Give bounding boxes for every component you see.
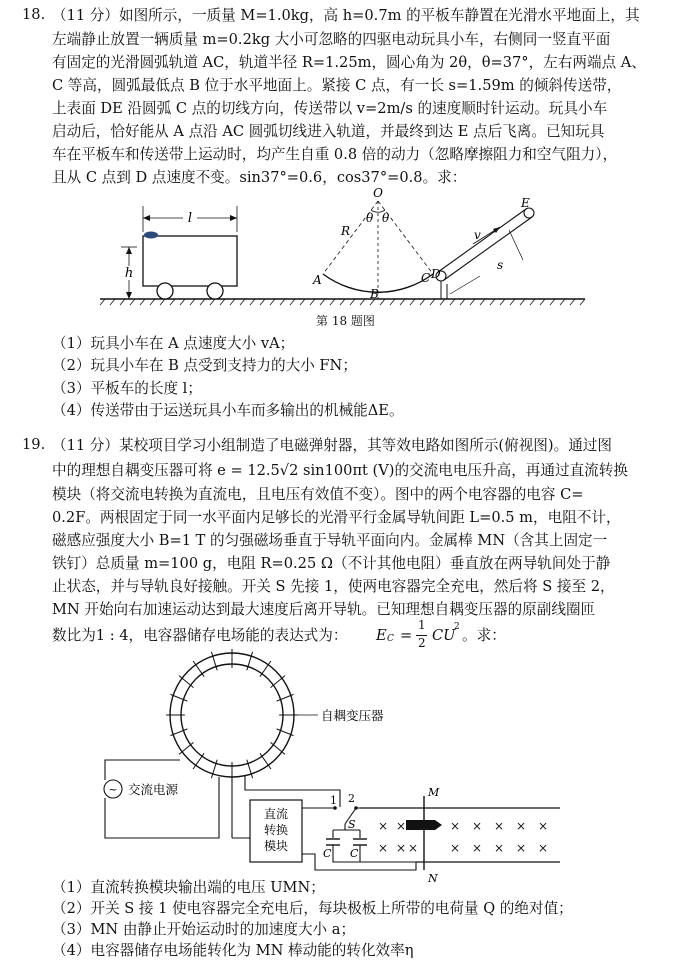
svg-text:×: × xyxy=(516,819,527,833)
q19-line-1: （11 分）某校项目学习小组制造了电磁弹射器，其等效电路如图所示(俯视图)。通过图 xyxy=(52,437,612,454)
figure-18-caption: 第 18 题图 xyxy=(316,314,375,328)
svg-text:×: × xyxy=(396,819,407,833)
svg-text:×: × xyxy=(378,841,389,855)
q18-line-4: C 等高，圆弧最低点 B 位于水平地面上。紧接 C 点，有一长 s=1.59m 的倾斜传送带， xyxy=(52,77,622,94)
label-h: h xyxy=(124,266,134,281)
q18-line-3: 有固定的光滑圆弧轨道 AC，轨道半径 R=1.25m，圆心角为 2θ，θ=37°，左右两端点 A、 xyxy=(52,54,646,71)
svg-text:S: S xyxy=(348,818,356,831)
label-ac-source: 交流电源 xyxy=(128,782,179,797)
svg-text:×: × xyxy=(408,841,419,855)
toroid-transformer xyxy=(166,649,298,781)
formula-num: 1 xyxy=(418,618,426,632)
label-l: l xyxy=(187,211,193,226)
q18-line-2: 左端静止放置一辆质量 m=0.2kg 大小可忽略的四驱电动玩具小车，右侧同一竖直平面 xyxy=(52,31,611,48)
label-theta-right: θ xyxy=(382,211,390,225)
q18-sub-4: （4）传送带由于运送玩具小车而多输出的机械能ΔE。 xyxy=(52,402,404,419)
svg-text:~: ~ xyxy=(108,783,118,796)
label-A: A xyxy=(313,273,322,287)
svg-text:×: × xyxy=(538,819,549,833)
q18-sub-1: （1）玩具小车在 A 点速度大小 vA； xyxy=(52,335,295,352)
flatbed-cart xyxy=(143,236,237,286)
q19-sub-4: （4）电容器储存电场能转化为 MN 棒动能的转化效率η xyxy=(52,942,414,959)
svg-text:M: M xyxy=(428,786,440,799)
q19-line-8: MN 开始向右加速运动达到最大速度后离开导轨。已知理想自耦变压器的原副线圈匝 xyxy=(52,601,596,618)
svg-text:2: 2 xyxy=(348,792,355,805)
svg-text:×: × xyxy=(538,841,549,855)
label-D: D xyxy=(431,267,441,281)
question-18-number: 18. xyxy=(22,6,46,23)
label-B: B xyxy=(370,287,379,301)
cart-wheel-left xyxy=(157,283,173,299)
q19-line-3: 模块（将交流电转换为直流电，且电压有效值不变）。图中的两个电容器的电容 C= xyxy=(52,486,584,503)
q18-line-5: 上表面 DE 沿圆弧 C 点的切线方向，传送带以 v=2m/s 的速度顺时针运动。玩具小车 xyxy=(52,100,608,117)
q19-line-10: 。求： xyxy=(462,627,506,644)
q19-sub-1: （1）直流转换模块输出端的电压 UMN； xyxy=(52,879,325,896)
q18-line-1: （11 分）如图所示，一质量 M=1.0kg，高 h=0.7m 的平板车静置在光滑水平地面上，其 xyxy=(52,7,640,24)
svg-text:转换: 转换 xyxy=(263,823,289,837)
svg-text:×: × xyxy=(472,841,483,855)
label-E: E xyxy=(521,196,530,210)
svg-text:×: × xyxy=(378,819,389,833)
formula-eq: = xyxy=(400,627,413,644)
formula-rhs: CU xyxy=(432,627,456,644)
svg-text:×: × xyxy=(494,841,505,855)
q19-line-4: 0.2F。两根固定于同一水平面内足够长的光滑平行金属导轨间距 L=0.5 m，电阻不计， xyxy=(52,509,621,526)
svg-text:N: N xyxy=(428,872,438,885)
q18-sub-3: （3）平板车的长度 l； xyxy=(52,380,202,397)
svg-text:C: C xyxy=(350,847,359,860)
q19-sub-3: （3）MN 由静止开始运动时的加速度大小 a； xyxy=(52,921,356,938)
svg-text:×: × xyxy=(494,819,505,833)
svg-text:×: × xyxy=(516,841,527,855)
conveyor-belt xyxy=(436,208,534,299)
label-transformer: 自耦变压器 xyxy=(321,708,384,723)
label-theta-left: θ xyxy=(366,211,374,225)
label-R: R xyxy=(341,224,351,238)
iron-nail xyxy=(406,820,442,830)
formula-lhs: E xyxy=(376,627,387,644)
question-19-number: 19. xyxy=(22,436,46,453)
q19-line-7: 止状态，并与导轨良好接触。开关 S 先接 1，使两电容器完全充电，然后将 S 接至 2， xyxy=(52,578,615,595)
svg-text:C: C xyxy=(323,847,332,860)
figure-18 xyxy=(95,188,600,328)
q19-line-5: 磁感应强度大小 B=1 T 的匀强磁场垂直于导轨平面向内。金属棒 MN（含其上固定一 xyxy=(52,532,608,549)
q18-line-7: 车在平板车和传送带上运动时，均产生自重 0.8 倍的动力（忽略摩擦阻力和空气阻力）， xyxy=(52,146,618,163)
q19-sub-2: （2）开关 S 接 1 使电容器完全充电后，每块极板上所带的电荷量 Q 的绝对值； xyxy=(52,900,573,917)
formula-sup: 2 xyxy=(454,622,460,632)
formula-sub: C xyxy=(387,634,394,644)
q18-line-8: 且从 C 点到 D 点速度不变。sin37°=0.6，cos37°=0.8。求： xyxy=(52,169,467,186)
toy-car xyxy=(144,232,158,239)
q18-line-6: 启动后，恰好能从 A 点沿 AC 圆弧切线进入轨道，并最终到达 E 点后飞离。已知玩具 xyxy=(52,123,605,140)
svg-text:×: × xyxy=(472,819,483,833)
q19-line-9: 数比为1 : 4，电容器储存电场能的表达式为： xyxy=(52,627,348,644)
svg-text:×: × xyxy=(450,841,461,855)
formula-den: 2 xyxy=(418,636,426,650)
svg-text:模块: 模块 xyxy=(263,839,289,853)
q19-line-6: 铁钉）总质量 m=100 g，电阻 R=0.25 Ω（不计其他电阻）垂直放在两导轨间处于静 xyxy=(52,555,611,572)
svg-text:×: × xyxy=(396,841,407,855)
svg-text:×: × xyxy=(450,819,461,833)
q18-sub-2: （2）玩具小车在 B 点受到支持力的大小 FN； xyxy=(52,357,357,374)
figure-19-circuit xyxy=(90,650,590,885)
label-O: O xyxy=(373,186,383,200)
label-C: C xyxy=(421,271,431,285)
label-s: s xyxy=(497,258,504,272)
label-v: v xyxy=(474,228,481,242)
cart-wheel-right xyxy=(207,283,223,299)
svg-text:1: 1 xyxy=(330,794,337,807)
q19-line-2: 中的理想自耦变压器可将 e = 12.5√2 sin100πt (V)的交流电电压升高，再通过直流转换 xyxy=(52,462,628,479)
svg-text:直流: 直流 xyxy=(263,807,289,821)
